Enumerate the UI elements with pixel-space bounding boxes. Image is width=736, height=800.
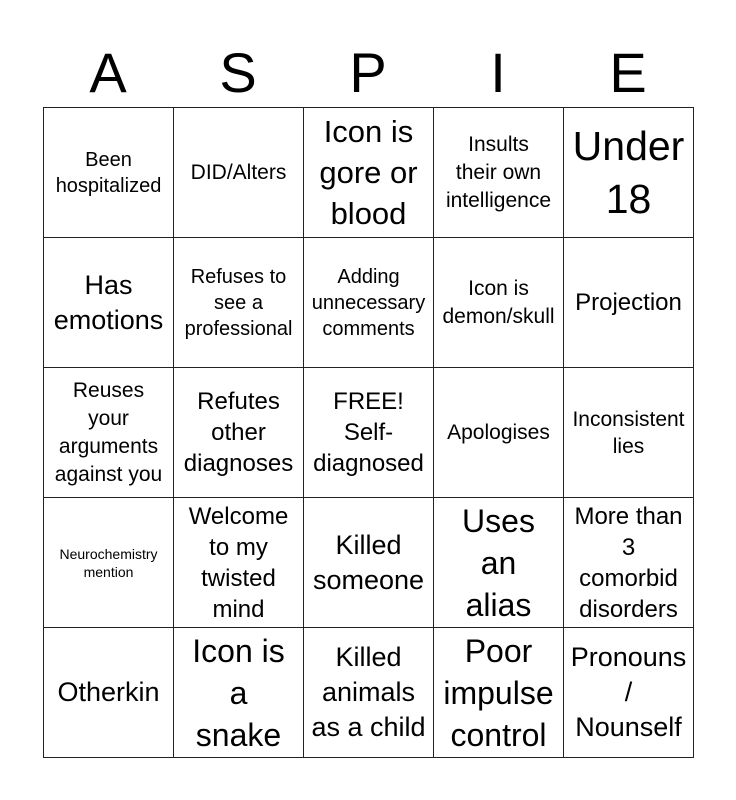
cell-label: Inconsistent lies xyxy=(572,407,685,458)
title-letter: E xyxy=(609,41,647,104)
cell-label: Adding unnecessary comments xyxy=(311,265,426,340)
cell-label: Apologises xyxy=(447,420,550,444)
cell-label: Poor impulse control xyxy=(443,632,554,753)
bingo-cell[interactable] xyxy=(434,238,564,368)
cell-label: FREE! Self- diagnosed xyxy=(313,388,424,477)
bingo-cell[interactable] xyxy=(434,108,564,238)
board-row xyxy=(44,498,694,628)
bingo-title xyxy=(43,38,693,108)
bingo-cell[interactable] xyxy=(174,238,304,368)
cell-label: Neurochemistry mention xyxy=(59,545,158,580)
cell-label: Under 18 xyxy=(572,122,685,222)
bingo-cell[interactable] xyxy=(304,498,434,628)
cell-label: Killed animals as a child xyxy=(311,642,426,742)
bingo-cell[interactable] xyxy=(564,368,694,498)
cell-label: Icon is demon/skull xyxy=(442,276,555,328)
cell-label: Icon is a snake xyxy=(192,632,285,753)
cell-label: Icon is gore or blood xyxy=(319,114,418,231)
cell-label: Otherkin xyxy=(57,677,160,707)
bingo-cell[interactable] xyxy=(174,498,304,628)
bingo-cell[interactable] xyxy=(564,498,694,628)
bingo-cell[interactable] xyxy=(304,368,434,498)
title-letter: S xyxy=(219,41,257,104)
bingo-board xyxy=(43,107,694,758)
bingo-cell[interactable] xyxy=(564,238,694,368)
bingo-cell[interactable] xyxy=(434,498,564,628)
cell-label: DID/Alters xyxy=(190,160,287,184)
cell-label: Insults their own intelligence xyxy=(445,132,552,212)
cell-label: Refuses to see a professional xyxy=(184,265,293,340)
cell-label: Has emotions xyxy=(53,269,164,335)
bingo-cell[interactable] xyxy=(44,368,174,498)
title-letter: P xyxy=(349,41,387,104)
board-row xyxy=(44,628,694,758)
board-row xyxy=(44,368,694,498)
bingo-cell[interactable] xyxy=(434,368,564,498)
cell-label: Projection xyxy=(575,289,682,316)
title-letter: A xyxy=(89,41,127,104)
bingo-cell[interactable] xyxy=(304,628,434,758)
bingo-cell[interactable] xyxy=(44,498,174,628)
bingo-cell[interactable] xyxy=(174,108,304,238)
cell-label: Killed someone xyxy=(312,529,425,595)
cell-label: Welcome to my twisted mind xyxy=(188,502,289,623)
cell-label: Been hospitalized xyxy=(55,148,162,197)
board-row xyxy=(44,238,694,368)
cell-label: Pronouns / Nounself xyxy=(570,642,687,742)
cell-label: Uses an alias xyxy=(462,502,535,623)
board-row xyxy=(44,108,694,238)
bingo-cell[interactable] xyxy=(44,628,174,758)
bingo-cell[interactable] xyxy=(434,628,564,758)
bingo-cell[interactable] xyxy=(564,108,694,238)
cell-label: Refutes other diagnoses xyxy=(183,388,294,477)
cell-label: More than 3 comorbid disorders xyxy=(574,502,683,623)
bingo-cell[interactable] xyxy=(564,628,694,758)
bingo-cell[interactable] xyxy=(174,628,304,758)
bingo-cell[interactable] xyxy=(44,108,174,238)
cell-label: Reuses your arguments against you xyxy=(54,378,163,486)
bingo-cell[interactable] xyxy=(44,238,174,368)
bingo-cell[interactable] xyxy=(304,238,434,368)
title-letter: I xyxy=(490,41,506,104)
bingo-cell[interactable] xyxy=(174,368,304,498)
bingo-cell[interactable] xyxy=(304,108,434,238)
